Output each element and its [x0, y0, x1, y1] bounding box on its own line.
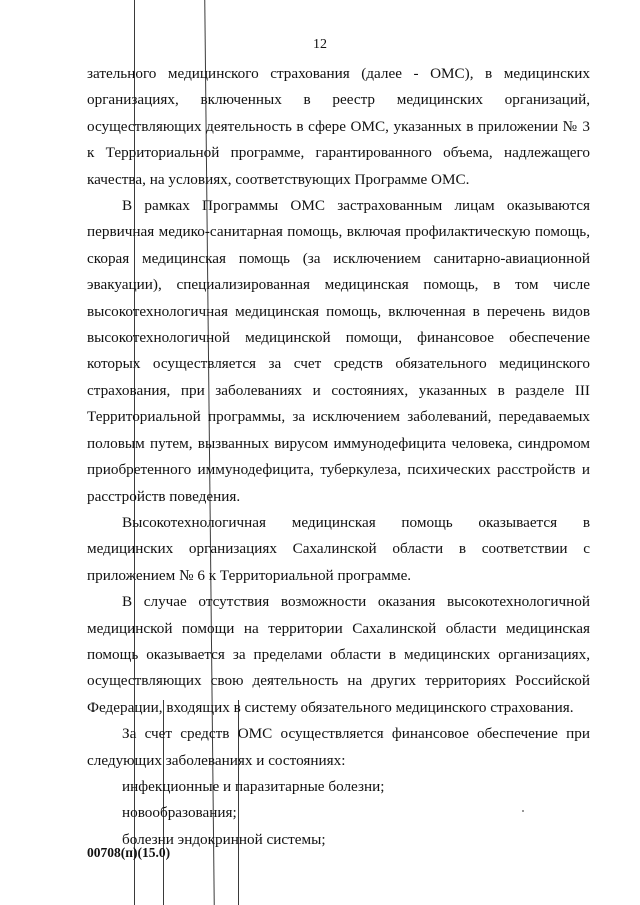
- paragraph: зательного медицинского страхования (далее - ОМС), в медицинских организациях, включенных в реестр медицинских организаций, осуществляющих деятельность в сфере ОМС, указанных в приложении № 3 к Территориальной программе, гарантированного объема, надлежащего качества, на условиях, соответствующих Программе ОМС.: [87, 65, 590, 188]
- paragraph: В рамках Программы ОМС застрахованным лицам оказываются первичная медико-санитарная помощь, включая профилактическую помощь, скорая медицинская помощь (за исключением санитарно-авиационной эвакуации), специализированная медицинская помощь, в том числе высокотехнологичная медицинская помощь, включенная в перечень видов высокотехнологичной медицинской помощи, финансовое обеспечение которых осуществляется за счет средств обязательного медицинского страхования, при заболеваниях и состояниях, указанных в разделе III Территориальной программы, за исключением заболеваний, передаваемых половым путем, вызванных вирусом иммунодефицита человека, синдромом приобретенного иммунодефицита, туберкулеза, психических расстройств и расстройств поведения.: [87, 197, 590, 505]
- list-item: новообразования;: [122, 804, 237, 822]
- document-code: 00708(п)(15.0): [87, 845, 171, 860]
- list-item: инфекционные и паразитарные болезни;: [122, 777, 385, 795]
- page-number: 12: [313, 37, 327, 52]
- paragraph: В случае отсутствия возможности оказания высокотехнологичной медицинской помощи на территории Сахалинской области медицинская помощь оказывается за пределами области в медицинских организациях, осуществляющих свою деятельность на других территориях Российской Федерации, входящих в систему обязательного медицинского страхования.: [87, 593, 590, 716]
- list-item: болезни эндокринной системы;: [122, 830, 326, 848]
- document-body: [87, 61, 590, 853]
- paragraph: За счет средств ОМС осуществляется финансовое обеспечение при следующих заболеваниях и состояниях:: [87, 725, 590, 769]
- paragraph: Высокотехнологичная медицинская помощь оказывается в медицинских организациях Сахалинской области в соответствии с приложением № 6 к Территориальной программе.: [87, 513, 590, 584]
